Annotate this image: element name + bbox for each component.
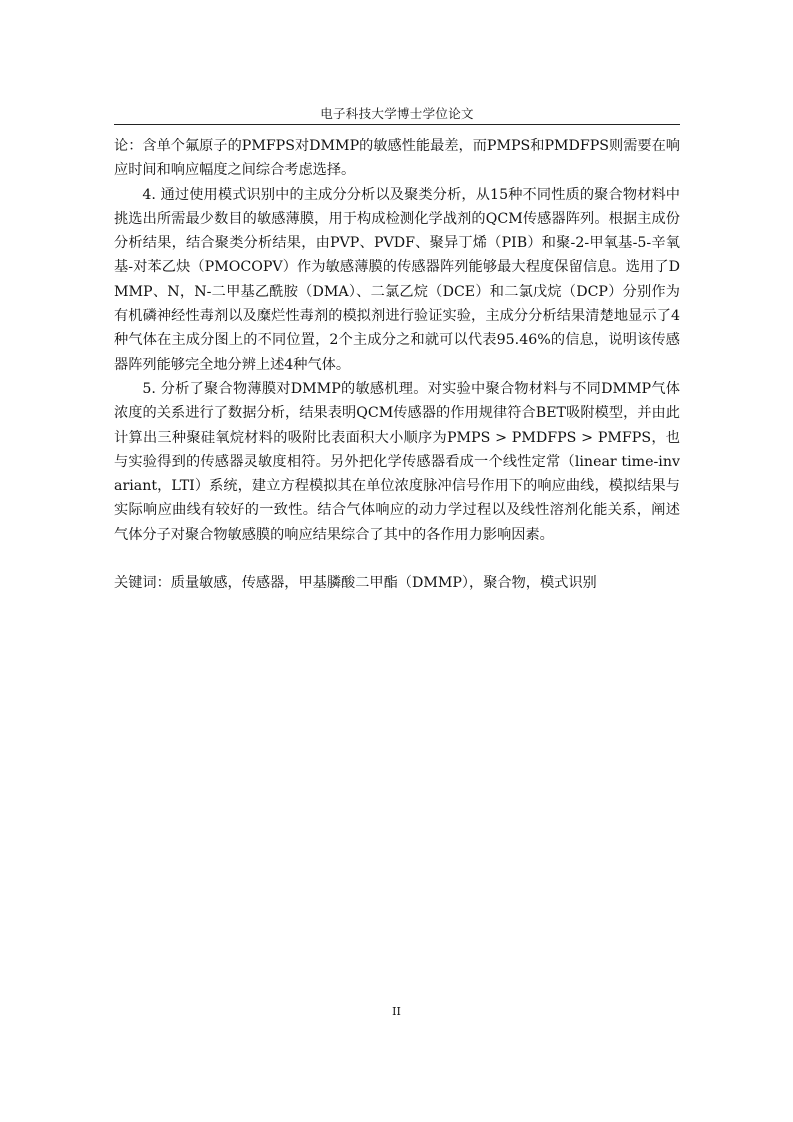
running-header: 电子科技大学博士学位论文 — [320, 106, 474, 121]
paragraph-item-4: 4. 通过使用模式识别中的主成分分析以及聚类分析，从15种不同性质的聚合物材料中挑选出所需最少数目的敏感薄膜，用于构成检测化学战剂的QCM传感器阵列。根据主成份分析结果，结合聚类分析结果，由PVP、PVDF、聚异丁烯（PIB）和聚-2-甲氧基-5-辛氧基-对苯乙炔（PMOCOPV）作为敏感薄膜的传感器阵列能够最大程度保留信息。选用了DMMP、N，N-二甲基乙酰胺（DMA）、二氯乙烷（DCE）和二氯戊烷（DCP）分别作为有机磷神经性毒剂以及糜烂性毒剂的模拟剂进行验证实验，主成分分析结果清楚地显示了4种气体在主成分图上的不同位置，2个主成分之和就可以代表95.46%的信息，说明该传感器阵列能够完全地分辨上述4种气体。 — [114, 186, 680, 373]
header-rule — [114, 124, 680, 125]
page-number: II — [392, 1005, 401, 1018]
body-text — [114, 134, 680, 595]
paragraph-continuation: 论：含单个氟原子的PMFPS对DMMP的敏感性能最差，而PMPS和PMDFPS则需要在响应时间和响应幅度之间综合考虑选择。 — [114, 138, 680, 179]
paragraph-item-5: 5. 分析了聚合物薄膜对DMMP的敏感机理。对实验中聚合物材料与不同DMMP气体浓度的关系进行了数据分析，结果表明QCM传感器的作用规律符合BET吸附模型，并由此计算出三种聚硅氧烷材料的吸附比表面积大小顺序为PMPS > PMDFPS > PMFPS，也与实验得到的传感器灵敏度相符。另外把化学传感器看成一个线性定常（linear time-invariant，LTI）系统，建立方程模拟其在单位浓度脉冲信号作用下的响应曲线，模拟结果与实际响应曲线有较好的一致性。结合气体响应的动力学过程以及线性溶剂化能关系，阐述气体分子对聚合物敏感膜的响应结果综合了其中的各作用力影响因素。 — [114, 380, 680, 543]
keywords-line: 关键词：质量敏感，传感器，甲基膦酸二甲酯（DMMP），聚合物，模式识别 — [114, 575, 597, 592]
